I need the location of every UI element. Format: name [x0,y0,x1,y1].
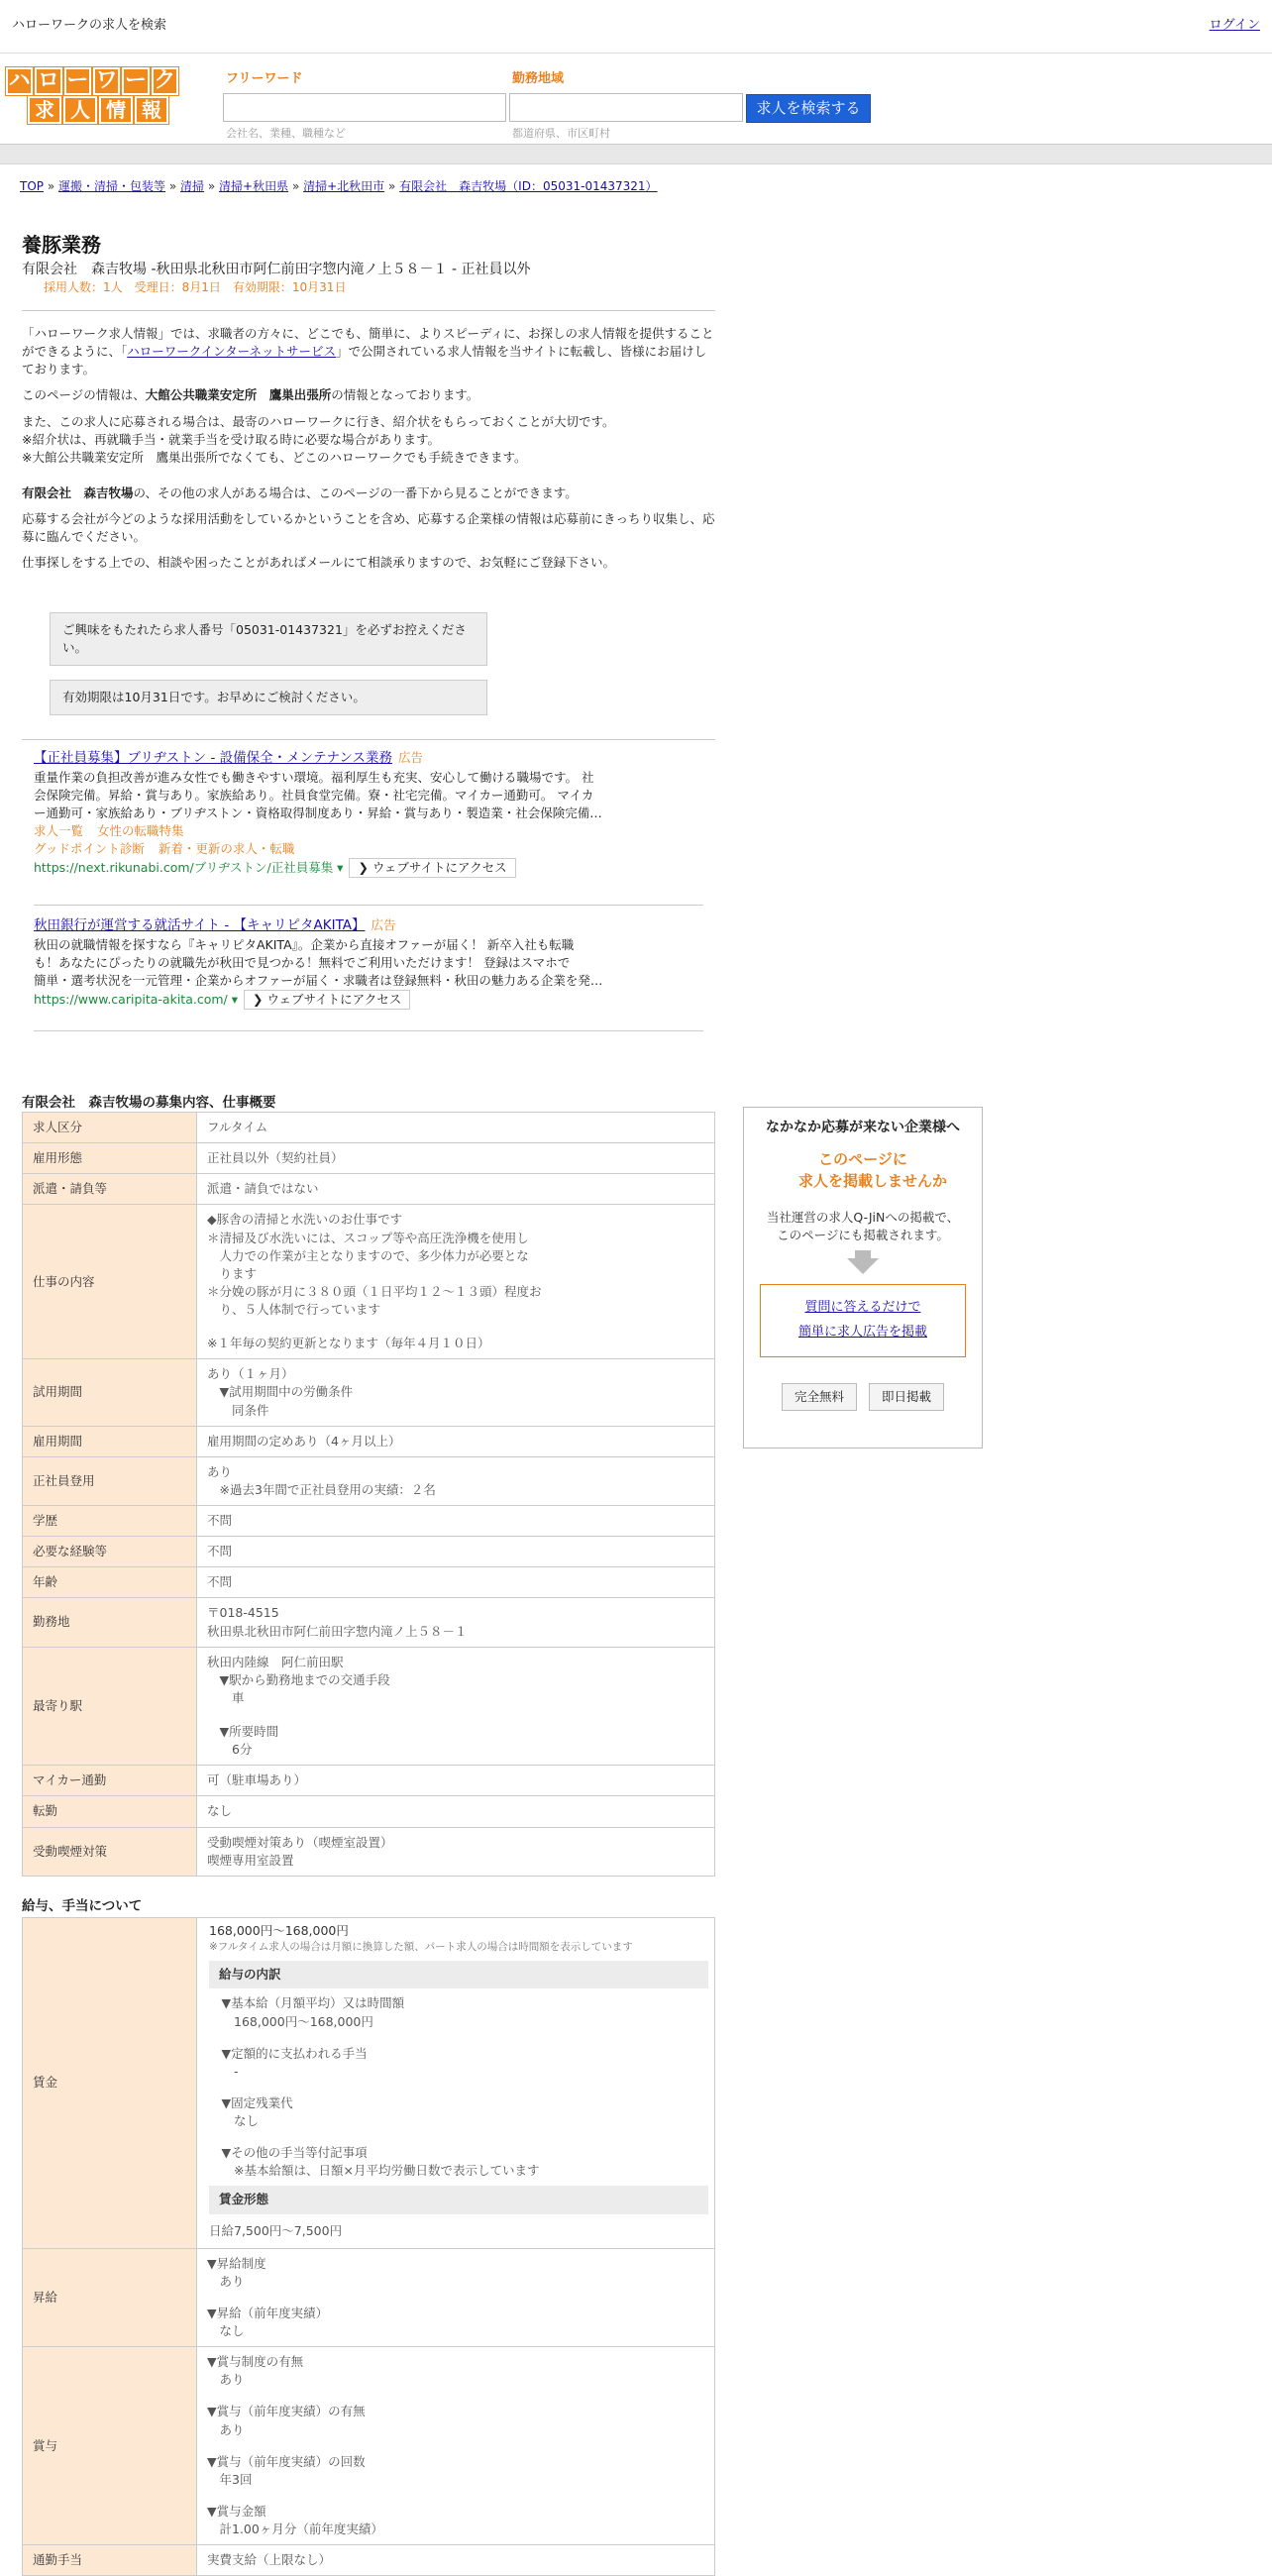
row-value [197,1113,715,1143]
promo-link[interactable]: 簡単に求人広告を掲載 [797,1324,927,1340]
intro-para: 有限会社 森吉牧場の、その他の求人がある場合は、このページの一番下から見ることができます。 [22,484,578,500]
side-promo [743,1107,983,1449]
value-line: 人力での作業が主となりますので、多少体力が必要とな [207,1247,529,1263]
value-line: 不問 [207,1544,233,1559]
divider [22,310,715,311]
value-line [209,2081,708,2094]
row-key: 雇用形態 [23,1143,197,1174]
logo-char: 報 [135,96,168,124]
job-header [22,231,715,297]
row-value [197,1647,715,1766]
intro-para: また、この求人に応募される場合は、最寄のハローワークに行き、紹介状をもらっておくことが大切です。 [22,413,615,429]
table-row [23,1143,715,1174]
value-line: ▼駅から勤務地までの交通手段 [207,1671,390,1687]
value-line: なし [207,2323,245,2339]
row-value [197,1537,715,1567]
ad-desc: も！あなたにぴったりの就職先が秋田で見つかる！無料でご利用いただけます！ 登録はスマホで [34,954,571,970]
row-value [197,1796,715,1827]
table-row [23,1567,715,1598]
logo-char: 求 [28,96,61,124]
dropdown-caret-icon[interactable]: ▾ [333,860,344,876]
table-row [23,1426,715,1456]
intro-para: ※大館公共職業安定所 鷹巣出張所でなくても、どこのハローワークでも手続きできます。 [22,449,527,465]
row-value [197,1143,715,1174]
divider [34,905,703,906]
value-line: 可（駐車場あり） [207,1772,307,1788]
ad-desc: 秋田の就職情報を探すなら『キャリピタAKITA』。企業から直接オファーが届く！ 新卒入社も転職 [34,936,575,952]
area-hint: 都道府県、市区町村 [512,127,610,140]
row-value [197,2248,715,2347]
intro-text [22,325,715,580]
ad-tag: 広告 [398,750,424,765]
value-line: ＊清掃及び水洗いには、スコップ等や高圧洗浄機を使用し [207,1230,529,1245]
value-line [207,2291,704,2305]
row-value: 実費支給（上限なし） [197,2545,715,2576]
row-key: 最寄り駅 [23,1647,197,1766]
value-line: 168,000円〜168,000円 [209,2013,373,2029]
area-label: 勤務地域 [512,71,565,86]
value-line: 喫煙専用室設置 [207,1852,294,1868]
keyword-label: フリーワード [226,71,303,86]
ad-url[interactable]: https://next.rikunabi.com/ブリヂストン/正社員募集 [34,860,334,876]
ad-sitelink[interactable]: 新着・更新の求人・転職 [158,841,295,857]
value-line: ▼賞与制度の有無 [207,2354,304,2370]
value-line: ▼昇給制度 [207,2255,266,2271]
value-line: ▼定額的に支払われる手当 [209,2045,368,2061]
row-key: 仕事の内容 [23,1205,197,1359]
value-line: あり [207,2421,245,2437]
value-line: あり [207,2372,245,2388]
logo-char: ー [64,67,91,95]
value-line: 不問 [207,1513,233,1528]
value-line: ◆豚舎の清掃と水洗いのお仕事です [207,1212,403,1228]
logo-char: ロ [35,67,61,95]
value-line [207,2389,704,2403]
intro-para: 応募する会社が今どのような採用活動をしているかということを含め、応募する企業様の情報は応募前にきっちり収集し、応募に臨んでください。 [22,511,715,545]
row-key: 転勤 [23,1796,197,1827]
row-key: 派遣・請負等 [23,1174,197,1205]
row-value [197,1506,715,1537]
value-line: フルタイム [207,1120,268,1134]
value-line: 派遣・請負ではない [207,1181,319,1197]
visit-website-button[interactable]: ❯ ウェブサイトにアクセス [244,990,410,1010]
ad-sitelink[interactable]: 女性の転職特集 [97,822,184,838]
table-row [23,1598,715,1647]
logo-char: ワ [93,67,120,95]
logo-char: ハ [6,67,33,95]
row-value [197,1174,715,1205]
table-row [23,1174,715,1205]
promo-link[interactable]: 質問に答えるだけで [804,1300,921,1316]
ad-desc: 会保険完備。昇給・賞与あり。家族給あり。社員食堂完備。寮・社宅完備。マイカー通勤可。 マイカ [34,787,594,803]
wage-note: ※フルタイム求人の場合は月額に換算した額、パート求人の場合は時間額を表示しています [209,1941,633,1954]
table-row [23,1506,715,1537]
breadcrumb-city[interactable]: 清掃+北秋田市 [303,179,385,193]
value-line [207,1319,704,1335]
row-key: 賃金 [23,1918,197,2249]
table-row [23,1827,715,1876]
wage-range: 168,000円〜168,000円 [209,1923,349,1938]
divider [22,739,715,740]
promo-desc: 当社運営の求人Q-JiNへの掲載で、 [766,1209,960,1225]
value-line: あり [207,1463,233,1479]
table-row [23,2248,715,2347]
value-line [207,1707,704,1723]
breadcrumb-company[interactable]: 有限会社 森吉牧場（ID：05031-01437321） [399,179,658,193]
job-meta: 採用人数：1人 受理日：8月1日 有効期限：10月31日 [44,280,347,295]
ad-desc: 重量作業の負担改善が進み女性でも働きやすい環境。福利厚生も充実、安心して働ける職場です。 社 [34,769,594,785]
row-key: 年齢 [23,1567,197,1598]
arrow-down-icon [855,1250,871,1258]
value-line: 〒018-4515 [207,1605,279,1621]
table-row [23,2545,715,2576]
logo-char: 情 [99,96,133,124]
row-key: 正社員登用 [23,1456,197,1505]
value-line: 計1.00ヶ月分（前年度実績） [207,2522,383,2537]
ad-sitelink[interactable]: グッドポイント診断 [34,841,145,857]
table-row [23,2347,715,2545]
value-line: 受動喫煙対策あり（喫煙室設置） [207,1834,393,1850]
wage-form: 日給7,500円〜7,500円 [209,2222,343,2238]
row-value [197,1205,715,1359]
dropdown-caret-icon[interactable]: ▾ [227,991,238,1007]
intro-para: ※紹介状は、再就職手当・就業手当を受け取る時に必要な場合があります。 [22,431,440,447]
value-line: あり（１ヶ月） [207,1366,294,1382]
value-line: 車 [207,1689,245,1705]
same-day-button[interactable]: 即日掲載 [869,1383,944,1411]
top-bar [0,0,1272,54]
form-title: 賃金形態 [209,2186,708,2213]
row-value [197,1766,715,1796]
keyword-hint: 会社名、業種、職種など [226,127,346,140]
value-line: ▼所要時間 [207,1724,279,1739]
table-row [23,1359,715,1426]
breadcrumb: TOP » 運搬・清掃・包装等 » 清掃 » 清掃+秋田県 » 清掃+北秋田市 » 有限会社 森吉牧場（ID：05031-01437321） [20,179,658,193]
row-key: 必要な経験等 [23,1537,197,1567]
row-value [197,1827,715,1876]
company-line: 有限会社 森吉牧場 -秋田県北秋田市阿仁前田字惣内滝ノ上５８－１ - 正社員以外 [22,262,531,277]
arrow-down-icon [847,1258,879,1274]
value-line: 雇用期間の定めあり（4ヶ月以上） [207,1433,401,1449]
gray-band [0,145,1272,164]
breakdown-list [209,1994,708,2180]
divider [34,1030,703,1031]
breadcrumb-pref[interactable]: 清掃+秋田県 [219,179,289,193]
free-button[interactable]: 完全無料 [782,1383,857,1411]
site-logo[interactable] [6,67,178,124]
breadcrumb-top[interactable]: TOP [20,179,45,193]
row-key: 求人区分 [23,1113,197,1143]
row-value [197,1918,715,2249]
value-line: あり [207,2273,245,2289]
search-button[interactable]: 求人を検索する [746,94,871,123]
table-row [23,1766,715,1796]
table-row [23,1918,715,2249]
breadcrumb-category[interactable]: 運搬・清掃・包装等 [58,179,166,193]
row-key: 受動喫煙対策 [23,1827,197,1876]
row-key: 雇用期間 [23,1426,197,1456]
hellowork-internet-link[interactable]: ハローワークインターネットサービス [127,344,337,360]
value-line: ▼基本給（月額平均）又は時間額 [209,1995,405,2011]
value-line: ▼試用期間中の労働条件 [207,1384,354,1400]
site-title: ハローワークの求人を検索 [12,18,167,34]
logo-char: ー [122,67,149,95]
value-line: 不問 [207,1574,233,1590]
row-key: 昇給 [23,2248,197,2347]
salary-table [22,1917,715,2576]
value-line [209,2031,708,2045]
promo-offer: このページに [818,1150,907,1169]
ad-title-link[interactable]: 【正社員募集】ブリヂストン - 設備保全・メンテナンス業務 [34,750,393,766]
area-input[interactable] [509,93,743,122]
ad-tag: 広告 [371,917,396,932]
table-row [23,1796,715,1827]
value-line: ＊分娩の豚が月に３８０頭（１日平均１２～１３頭）程度お [207,1283,542,1299]
notice-box: 有効期限は10月31日です。お早めにご検討ください。 [50,680,487,715]
value-line [209,2130,708,2144]
value-line [207,2489,704,2503]
details-table [22,1112,715,1877]
promo-offer: 求人を掲載しませんか [797,1172,947,1191]
row-value [197,1598,715,1647]
value-line: 6分 [207,1742,253,1758]
table-row [23,1537,715,1567]
promo-heading: なかなか応募が来ない企業様へ [766,1120,960,1135]
visit-website-button[interactable]: ❯ ウェブサイトにアクセス [349,858,515,878]
value-line: なし [209,2113,260,2129]
value-line: 秋田県北秋田市阿仁前田字惣内滝ノ上５８－１ [207,1623,468,1639]
ad-url[interactable]: https://www.caripita-akita.com/ [34,991,228,1007]
ad-block [34,749,628,878]
value-line: 秋田内陸線 阿仁前田駅 [207,1654,344,1669]
row-key: 試用期間 [23,1359,197,1426]
value-line: ります [207,1265,258,1281]
details-heading: 有限会社 森吉牧場の募集内容、仕事概要 [22,1095,276,1111]
value-line: 正社員以外（契約社員） [207,1150,344,1166]
value-line: ※基本給額は、日額×月平均労働日数で表示しています [209,2163,540,2179]
promo-link-box [760,1284,966,1357]
promo-desc: このページにも掲載されます。 [777,1227,949,1242]
row-value [197,1426,715,1456]
logo-char: ク [152,67,178,95]
table-row [23,1647,715,1766]
table-row [23,1456,715,1505]
value-line: ▼固定残業代 [209,2094,293,2110]
table-row [23,1113,715,1143]
row-key: 通勤手当 [23,2545,197,2576]
ad-title-link[interactable]: 秋田銀行が運営する就活サイト - 【キャリピタAKITA】 [34,917,366,933]
row-key: 賞与 [23,2347,197,2545]
value-line [207,2439,704,2453]
login-link[interactable]: ログイン [1209,18,1260,34]
value-line: 年3回 [207,2471,253,2487]
row-key: 学歴 [23,1506,197,1537]
value-line: り、５人体制で行っています [207,1302,381,1317]
row-key: マイカー通勤 [23,1766,197,1796]
breakdown-title: 給与の内訳 [209,1961,708,1988]
salary-heading: 給与、手当について [22,1898,143,1914]
value-line: 同条件 [207,1402,269,1418]
row-value [197,2347,715,2545]
row-key: 勤務地 [23,1598,197,1647]
ad-sitelink[interactable]: 求人一覧 [34,822,84,838]
row-value [197,1456,715,1505]
row-value [197,1359,715,1426]
ad-desc: ー通勤可・家族給あり・ブリヂストン・資格取得制度あり・昇給・賞与あり・製造業・社会保険完備… [34,805,602,820]
value-line: ▼賞与（前年度実績）の有無 [207,2404,366,2419]
value-line: ▼賞与（前年度実績）の回数 [207,2453,366,2469]
keyword-input[interactable] [223,93,506,122]
value-line: - [209,2063,239,2079]
value-line: ※１年毎の契約更新となります（毎年４月１０日） [207,1336,490,1351]
value-line: ▼昇給（前年度実績） [207,2305,329,2320]
intro-para: 「ハローワーク求人情報」では、求職者の方々に、どこでも、簡単に、よりスピーディに、お探しの求人情報を提供することができるように、「ハローワークインターネットサービス」で公開されている求人情報を当サイトに転載し、皆様にお届けしております。 [22,326,714,377]
notice-box: ご興味をもたれたら求人番号「05031-01437321」を必ずお控えください。 [50,612,487,666]
intro-para: このページの情報は、大館公共職業安定所 鷹巣出張所の情報となっております。 [22,387,479,403]
breadcrumb-job[interactable]: 清掃 [180,179,205,193]
ad-block [34,916,628,1010]
logo-char: 人 [63,96,97,124]
value-line: なし [207,1803,233,1819]
job-title: 養豚業務 [22,233,101,257]
row-value [197,1567,715,1598]
value-line: ▼その他の手当等付記事項 [209,2145,368,2161]
intro-para: 仕事探しをする上での、相談や困ったことがあればメールにて相談承りますので、お気軽にご登録下さい。 [22,555,616,571]
table-row [23,1205,715,1359]
header [0,54,1272,145]
value-line: ▼賞与金額 [207,2503,266,2519]
ad-desc: 簡単・選考状況を一元管理・企業からオファーが届く・求職者は登録無料・秋田の魅力ある企業を発… [34,972,603,988]
value-line: ※過去3年間で正社員登用の実績：２名 [207,1481,436,1497]
